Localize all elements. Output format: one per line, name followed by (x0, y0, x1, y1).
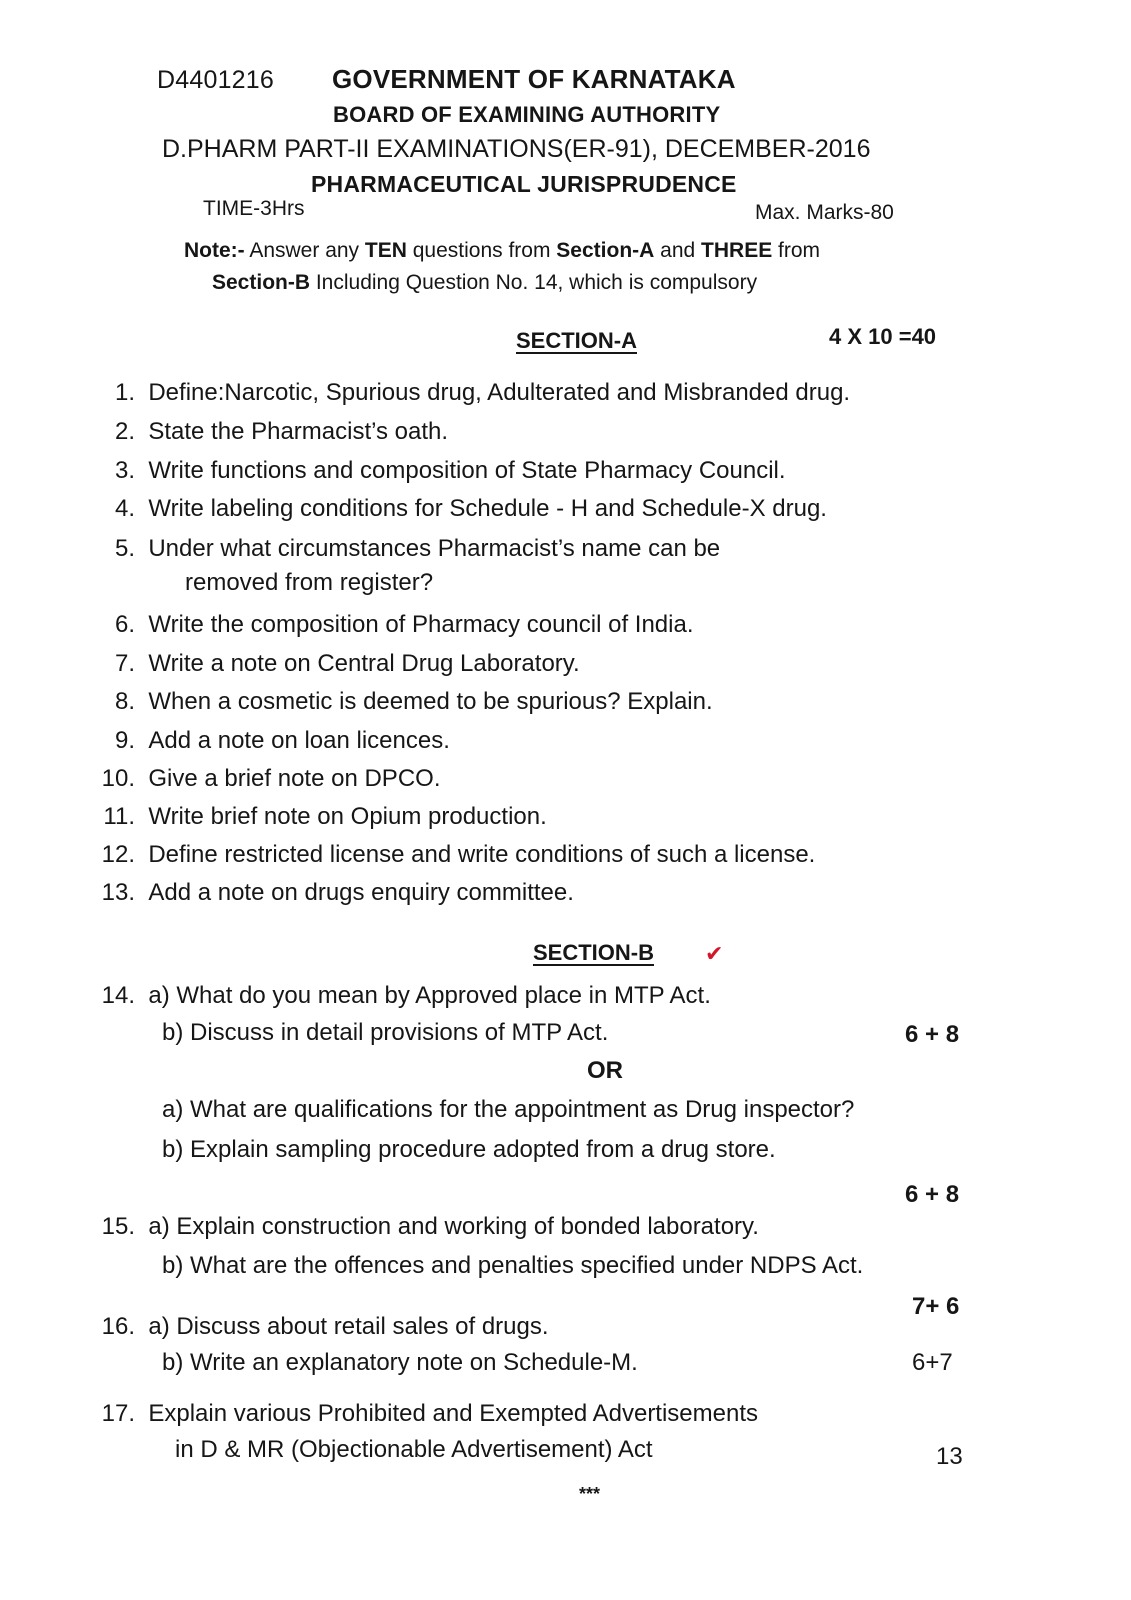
question-13: 13. Add a note on drugs enquiry committee. (101, 879, 574, 906)
question-11: 11. Write brief note on Opium production. (103, 803, 547, 830)
question-14-alt-marks: 6 + 8 (905, 1181, 960, 1208)
max-marks-label: Max. Marks-80 (755, 201, 894, 224)
end-stars: *** (579, 1484, 601, 1504)
question-14-marks: 6 + 8 (905, 1021, 960, 1048)
question-5-continued: removed from register? (185, 569, 434, 596)
question-16-marks: 6+7 (912, 1349, 953, 1376)
question-4: 4. Write labeling conditions for Schedule - H and Schedule-X drug. (114, 495, 827, 522)
section-a-marks: 4 X 10 =40 (829, 324, 937, 349)
question-6: 6. Write the composition of Pharmacy council of India. (114, 611, 694, 638)
question-15b: b) What are the offences and penalties specified under NDPS Act. (162, 1252, 864, 1279)
government-title: GOVERNMENT OF KARNATAKA (332, 64, 736, 94)
question-2: 2. State the Pharmacist’s oath. (114, 418, 449, 445)
question-16a: 16. a) Discuss about retail sales of drugs. (101, 1313, 549, 1340)
section-a-heading: SECTION-A (516, 328, 637, 353)
instructions-note-line2: Section-B Including Question No. 14, which is compulsory (212, 271, 758, 294)
question-17-marks: 13 (936, 1443, 963, 1470)
question-16b: b) Write an explanatory note on Schedule-M. (162, 1349, 638, 1376)
question-10: 10. Give a brief note on DPCO. (101, 765, 441, 792)
section-b-heading: SECTION-B (533, 940, 654, 965)
question-15a: 15. a) Explain construction and working of bonded laboratory. (101, 1213, 759, 1240)
subject-title: PHARMACEUTICAL JURISPRUDENCE (311, 171, 737, 197)
question-14a: 14. a) What do you mean by Approved place in MTP Act. (101, 982, 711, 1009)
question-12: 12. Define restricted license and write conditions of such a license. (101, 841, 816, 868)
time-label: TIME-3Hrs (203, 197, 305, 220)
question-8: 8. When a cosmetic is deemed to be spurious? Explain. (114, 688, 713, 715)
question-14-alt-a: a) What are qualifications for the appointment as Drug inspector? (162, 1096, 855, 1123)
board-title: BOARD OF EXAMINING AUTHORITY (333, 102, 721, 127)
instructions-note: Note:- Answer any TEN questions from Section-A and THREE from (184, 239, 821, 262)
check-mark-icon: ✔ (705, 941, 724, 966)
question-1: 1. Define:Narcotic, Spurious drug, Adulterated and Misbranded drug. (114, 379, 851, 406)
question-5: 5. Under what circumstances Pharmacist’s name can be (114, 535, 721, 562)
question-17: 17. Explain various Prohibited and Exempted Advertisements (101, 1400, 759, 1427)
or-label: OR (587, 1057, 623, 1084)
question-15-marks: 7+ 6 (912, 1293, 960, 1320)
question-14b: b) Discuss in detail provisions of MTP Act. (162, 1019, 609, 1046)
question-17-continued: in D & MR (Objectionable Advertisement) Act (175, 1436, 653, 1463)
question-14-alt-b: b) Explain sampling procedure adopted from a drug store. (162, 1136, 776, 1163)
note-label: Note:- (184, 239, 245, 262)
question-7: 7. Write a note on Central Drug Laboratory. (114, 650, 580, 677)
question-3: 3. Write functions and composition of State Pharmacy Council. (114, 457, 786, 484)
exam-title: D.PHARM PART-II EXAMINATIONS(ER-91), DECEMBER-2016 (162, 135, 871, 163)
paper-code: D4401216 (157, 66, 274, 94)
question-9: 9. Add a note on loan licences. (114, 727, 450, 754)
